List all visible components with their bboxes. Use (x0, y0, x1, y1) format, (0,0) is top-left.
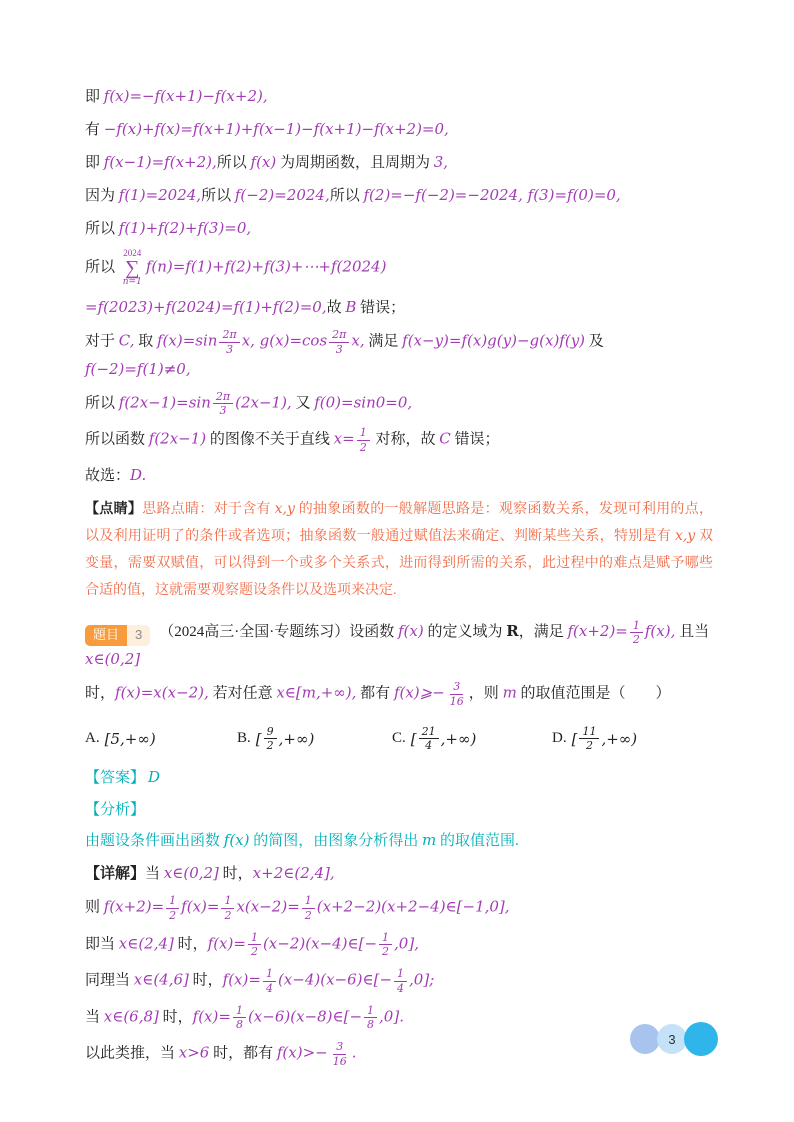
math-run: f(0)=sin0=0, (314, 393, 413, 412)
math-run: f(x)=x(x−2), (115, 683, 209, 702)
options-row (85, 725, 713, 754)
text-run: 所以 (85, 221, 119, 237)
fraction: $\frac{2\pi}{3}$ (213, 390, 233, 419)
math-run: f(x−1)=f(x+2), (103, 153, 217, 171)
math-run: f(1)=2024, (118, 186, 202, 204)
doc-line (85, 84, 713, 109)
text-run: 的定义域为 (423, 624, 507, 641)
math-run: [5,+∞) (104, 729, 156, 748)
text-run: 时， (188, 972, 223, 989)
math-run: (x−6)(x−8)∈[− (247, 1007, 363, 1026)
text-run: 由题设条件画出函数 (85, 833, 224, 850)
analysis-label: 【分析】 (85, 802, 146, 819)
fraction: $\frac{1}{4}$ (263, 967, 276, 996)
math-run: ,+∞) (278, 729, 315, 748)
math-run: ,0]. (379, 1007, 404, 1026)
math-run: [ (255, 729, 262, 748)
fraction: $\frac{9}{2}$ (264, 725, 277, 754)
solution-lines (85, 84, 713, 605)
math-run: f(2x−1) (148, 429, 207, 448)
math-run: ,0]; (409, 970, 435, 989)
text-run: 为周期函数，且周期为 (276, 155, 434, 171)
math-run: x∈(0,2] (85, 650, 141, 669)
text-run: 【详解】 (85, 866, 146, 883)
problem-rest-lines (85, 680, 713, 709)
text-run: 又 (291, 395, 315, 412)
text-run: （2024高三·全国·专题练习）设函数 (159, 624, 398, 641)
text-run: 时， (158, 1009, 193, 1026)
fraction: $\frac{1}{8}$ (364, 1004, 377, 1033)
text-run: 的取值范围. (436, 833, 519, 850)
text-run: 的抽象函数的一般解题思路是：观察函数关系，发现可利用的点，以及利用证明了的条件或者选项；抽象函数一般通过赋值法来确定、判断某些关系，特别是有 (85, 501, 714, 544)
doc-line (85, 426, 713, 455)
text-run: 即 (85, 89, 104, 105)
fraction: $\frac{1}{2}$ (248, 931, 261, 960)
math-run: m (502, 683, 517, 702)
problem-line-first-text (85, 618, 713, 669)
text-run: 所以函数 (85, 431, 149, 448)
text-run: 同理当 (85, 972, 134, 989)
doc-line (85, 496, 713, 605)
text-run: 所以 (329, 188, 364, 204)
math-run: f(x)=−f(x+1)−f(x+2), (103, 87, 268, 105)
text-run: ，满足 (518, 624, 568, 641)
doc-line (85, 390, 713, 419)
answer-option (85, 730, 237, 748)
doc-line (85, 150, 713, 175)
math-run: f(x)=sin (157, 331, 218, 350)
text-run: 都有 (356, 685, 394, 702)
text-run: 对称，故 (371, 431, 440, 448)
problem-block (85, 619, 713, 754)
math-run: f(x) (250, 153, 277, 171)
option-label: D. (552, 730, 567, 747)
doc-line (85, 894, 713, 923)
text-run: 故 (326, 300, 346, 316)
text-run: 思路点睛：对于含有 (142, 501, 275, 517)
page-content (85, 84, 713, 1077)
math-run: f(x)= (222, 970, 261, 989)
doc-line (85, 931, 713, 960)
math-run: B (345, 298, 357, 316)
option-label: A. (85, 730, 100, 747)
math-run: x>6 (178, 1043, 210, 1062)
math-run: [ (410, 729, 417, 748)
text-run: 若对任意 (208, 685, 277, 702)
answer-option (552, 725, 637, 754)
fraction: $\frac{1}{4}$ (394, 967, 407, 996)
fraction: $\frac{1}{2}$ (166, 894, 179, 923)
math-run: x∈[m,+∞), (276, 683, 357, 702)
problem-badge-number: 3 (127, 625, 150, 645)
doc-line (85, 216, 713, 241)
math-run: f(x)>− (276, 1043, 328, 1062)
math-run: x∈(6,8] (103, 1007, 159, 1026)
doc-line (85, 1004, 713, 1033)
text-run: 以此类推，当 (85, 1045, 179, 1062)
text-run: 所以 (85, 259, 119, 276)
math-run: f(2x−1)=sin (118, 393, 211, 412)
text-run: 的取值范围是（ ） (516, 685, 671, 702)
problem-line-first (85, 619, 713, 673)
analysis-lines (85, 828, 713, 853)
answer-value: D (148, 768, 161, 787)
math-run: x,y (674, 527, 696, 544)
text-run: 时， (173, 936, 208, 953)
math-run: D. (130, 465, 147, 484)
math-run: f(x+2)= (103, 897, 165, 916)
fraction: $\frac{3}{16}$ (449, 680, 464, 708)
fraction: $\frac{2\pi}{3}$ (329, 328, 349, 357)
fraction: $\frac{2\pi}{3}$ (219, 328, 239, 357)
math-run: f(x) (398, 622, 424, 641)
option-label: C. (392, 730, 406, 747)
math-run: R (506, 622, 519, 641)
doc-line (85, 183, 713, 208)
text-run: ，则 (468, 685, 503, 702)
doc-line (85, 463, 713, 488)
math-run: (2x−1), (235, 393, 292, 412)
footer-decor-circle-2 (684, 1022, 718, 1056)
text-run: 满足 (364, 333, 403, 350)
fraction: $\frac{21}{4}$ (419, 725, 439, 754)
text-run: 即 (85, 155, 104, 171)
summation-symbol: 2024 ∑ n=1 (122, 248, 142, 287)
doc-line (85, 117, 713, 142)
text-run: 时， (85, 685, 116, 702)
text-run: 当 (85, 1009, 104, 1026)
math-run: f(2)=−f(−2)=−2024, f(3)=f(0)=0, (363, 186, 621, 204)
page-footer (630, 1022, 718, 1056)
detail-lines (85, 861, 713, 1069)
doc-line (85, 249, 713, 287)
math-run: m (422, 831, 437, 850)
text-run: 时，都有 (209, 1045, 277, 1062)
math-run: ,+∞) (601, 729, 638, 748)
doc-line (85, 328, 713, 382)
fraction: $\frac{1}{2}$ (221, 894, 234, 923)
answer-option (392, 725, 552, 754)
text-run: 双变量，需要双赋值，可以得到一个或多个关系式，进而得到所需的关系，此过程中的难点是赋予哪些合适的值，这就需要观察题设条件以及选项来决定. (85, 528, 713, 599)
math-run: f(x)= (192, 1007, 231, 1026)
math-run: f(x)= (181, 897, 220, 916)
doc-line (85, 828, 713, 853)
math-run: x+2∈(2,4], (252, 864, 335, 883)
answer-label: 【答案】 (85, 770, 146, 787)
fraction: $\frac{11}{2}$ (579, 725, 599, 754)
doc-line (85, 295, 713, 320)
math-run: f(−2)=f(1)≠0, (85, 359, 191, 378)
text-run: 且当 (675, 624, 713, 641)
math-run: (x−2)(x−4)∈[− (262, 934, 378, 953)
fraction: $\frac{1}{2}$ (379, 931, 392, 960)
math-run: (x+2−2)(x+2−4)∈[−1,0], (316, 897, 510, 916)
math-run: x(x−2)= (236, 897, 300, 916)
math-run: f(−2)=2024, (234, 186, 330, 204)
math-run: x, (351, 331, 365, 350)
math-run: x∈(4,6] (133, 970, 189, 989)
math-run: [ (571, 729, 578, 748)
text-run: 所以 (201, 188, 235, 204)
doc-line (85, 861, 713, 886)
math-run: f(x)⩾− (393, 683, 445, 702)
fraction: $\frac{1}{2}$ (630, 619, 643, 648)
math-run: C, (118, 331, 135, 350)
math-run: x, g(x)=cos (241, 331, 328, 350)
math-run: f(1)+f(2)+f(3)=0, (118, 219, 252, 237)
text-run: 所以 (85, 395, 119, 412)
text-run: 【点睛】 (85, 501, 143, 517)
math-run: f(x−y)=f(x)g(y)−g(x)f(y) (402, 331, 586, 350)
fraction: $\frac{1}{8}$ (233, 1004, 246, 1033)
text-run: 及 (585, 333, 608, 350)
text-run: 当 (145, 866, 164, 883)
fraction: $\frac{1}{2}$ (357, 426, 370, 455)
doc-line (85, 680, 713, 709)
footer-page-circle (657, 1024, 687, 1054)
doc-line (85, 967, 713, 996)
text-run: 的简图，由图象分析得出 (249, 833, 422, 850)
math-run: ,0], (394, 934, 419, 953)
math-run: x= (333, 429, 355, 448)
math-run: =f(2023)+f(2024)=f(1)+f(2)=0, (85, 298, 327, 316)
math-run: −f(x)+f(x)=f(x+1)+f(x−1)−f(x+1)−f(x+2)=0, (103, 120, 449, 138)
math-run: f(x) (223, 831, 250, 850)
text-run: 即当 (85, 936, 119, 953)
text-run: 取 (134, 333, 157, 350)
problem-badge (85, 625, 150, 645)
text-run: 错误； (450, 431, 500, 448)
doc-line (85, 1040, 713, 1069)
text-run: 时， (218, 866, 253, 883)
text-run: 所以 (216, 155, 251, 171)
math-run: ,+∞) (440, 729, 477, 748)
math-run: . (351, 1043, 357, 1062)
text-run: 有 (85, 122, 104, 138)
text-run: 则 (85, 899, 104, 916)
text-run: 对于 (85, 333, 119, 350)
math-run: x∈(2,4] (118, 934, 174, 953)
text-run: 因为 (85, 188, 119, 204)
text-run: 故选： (85, 467, 131, 484)
math-run: x,y (274, 500, 295, 517)
fraction: $\frac{1}{2}$ (302, 894, 315, 923)
text-run: 的图像不关于直线 (206, 431, 334, 448)
fraction: $\frac{3}{16}$ (332, 1040, 347, 1068)
math-run: x∈(0,2] (163, 864, 219, 883)
math-run: (x−4)(x−6)∈[− (277, 970, 393, 989)
math-run: f(n)=f(1)+f(2)+f(3)+⋯+f(2024) (145, 257, 387, 276)
math-run: 3, (433, 153, 449, 171)
page-number: 3 (668, 1031, 676, 1047)
footer-decor-circle-1 (630, 1024, 660, 1054)
math-run: f(x+2)= (567, 622, 628, 641)
math-run: C (439, 429, 451, 448)
answer-line (85, 765, 713, 790)
answer-option (237, 725, 392, 754)
text-run: 错误； (356, 300, 406, 316)
math-run: f(x), (644, 622, 676, 641)
math-run: f(x)= (207, 934, 246, 953)
problem-badge-label: 題目 (85, 625, 127, 645)
option-label: B. (237, 730, 251, 747)
